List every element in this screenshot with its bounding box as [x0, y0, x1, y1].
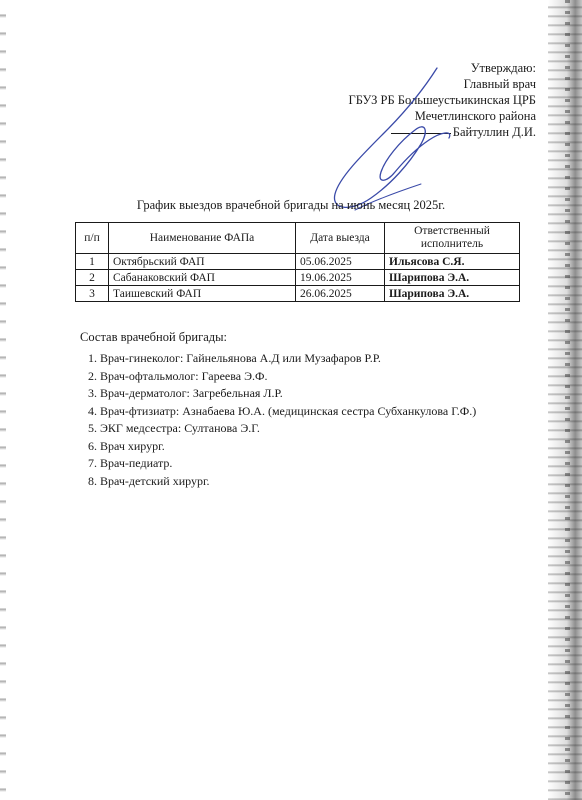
brigade-list — [78, 350, 535, 490]
handwritten-signature — [325, 60, 465, 220]
header-responsible: Ответственный исполнитель — [385, 223, 520, 254]
list-item: 3. Врач-дерматолог: Загребельная Л.Р. — [100, 385, 535, 401]
table-row — [76, 286, 520, 302]
approval-organization: ГБУЗ РБ Большеустьикинская ЦРБ — [348, 93, 536, 107]
row-num: 2 — [76, 270, 109, 286]
schedule-table — [75, 222, 520, 302]
row-fap-name: Октябрьский ФАП — [109, 254, 296, 270]
approval-position: Главный врач — [463, 77, 536, 91]
table-row — [76, 254, 520, 270]
list-item: 2. Врач-офтальмолог: Гареева Э.Ф. — [100, 368, 535, 384]
row-date: 19.06.2025 — [296, 270, 385, 286]
header-num: п/п — [76, 223, 109, 254]
header-name: Наименование ФАПа — [109, 223, 296, 254]
row-responsible: Шарипова Э.А. — [385, 286, 520, 302]
document-title: График выездов врачебной бригады на июнь месяц 2025г. — [136, 198, 446, 212]
list-item: 5. ЭКГ медсестра: Султанова Э.Г. — [100, 420, 535, 436]
brigade-title: Состав врачебной бригады: — [80, 330, 227, 344]
approval-district: Мечетлинского района — [414, 109, 536, 123]
table-header-row — [76, 223, 520, 254]
row-responsible: Шарипова Э.А. — [385, 270, 520, 286]
list-item: 8. Врач-детский хирург. — [100, 473, 535, 489]
scan-edge-streak — [565, 0, 570, 800]
approval-line: Утверждаю: — [470, 61, 536, 75]
row-num: 1 — [76, 254, 109, 270]
table-row — [76, 270, 520, 286]
approval-signatory-name: Байтуллин Д.И. — [452, 125, 536, 139]
row-responsible: Ильясова С.Я. — [385, 254, 520, 270]
list-item: 7. Врач-педиатр. — [100, 455, 535, 471]
list-item: 1. Врач-гинеколог: Гайнельянова А.Д или Музафаров Р.Р. — [100, 350, 535, 366]
row-date: 26.06.2025 — [296, 286, 385, 302]
row-num: 3 — [76, 286, 109, 302]
header-date: Дата выезда — [296, 223, 385, 254]
list-item: 6. Врач хирург. — [100, 438, 535, 454]
list-item: 4. Врач-фтизиатр: Азнабаева Ю.А. (медицинская сестра Субханкулова Г.Ф.) — [100, 403, 535, 419]
row-fap-name: Сабанаковский ФАП — [109, 270, 296, 286]
scan-edge-left — [0, 0, 6, 800]
row-date: 05.06.2025 — [296, 254, 385, 270]
row-fap-name: Таишевский ФАП — [109, 286, 296, 302]
